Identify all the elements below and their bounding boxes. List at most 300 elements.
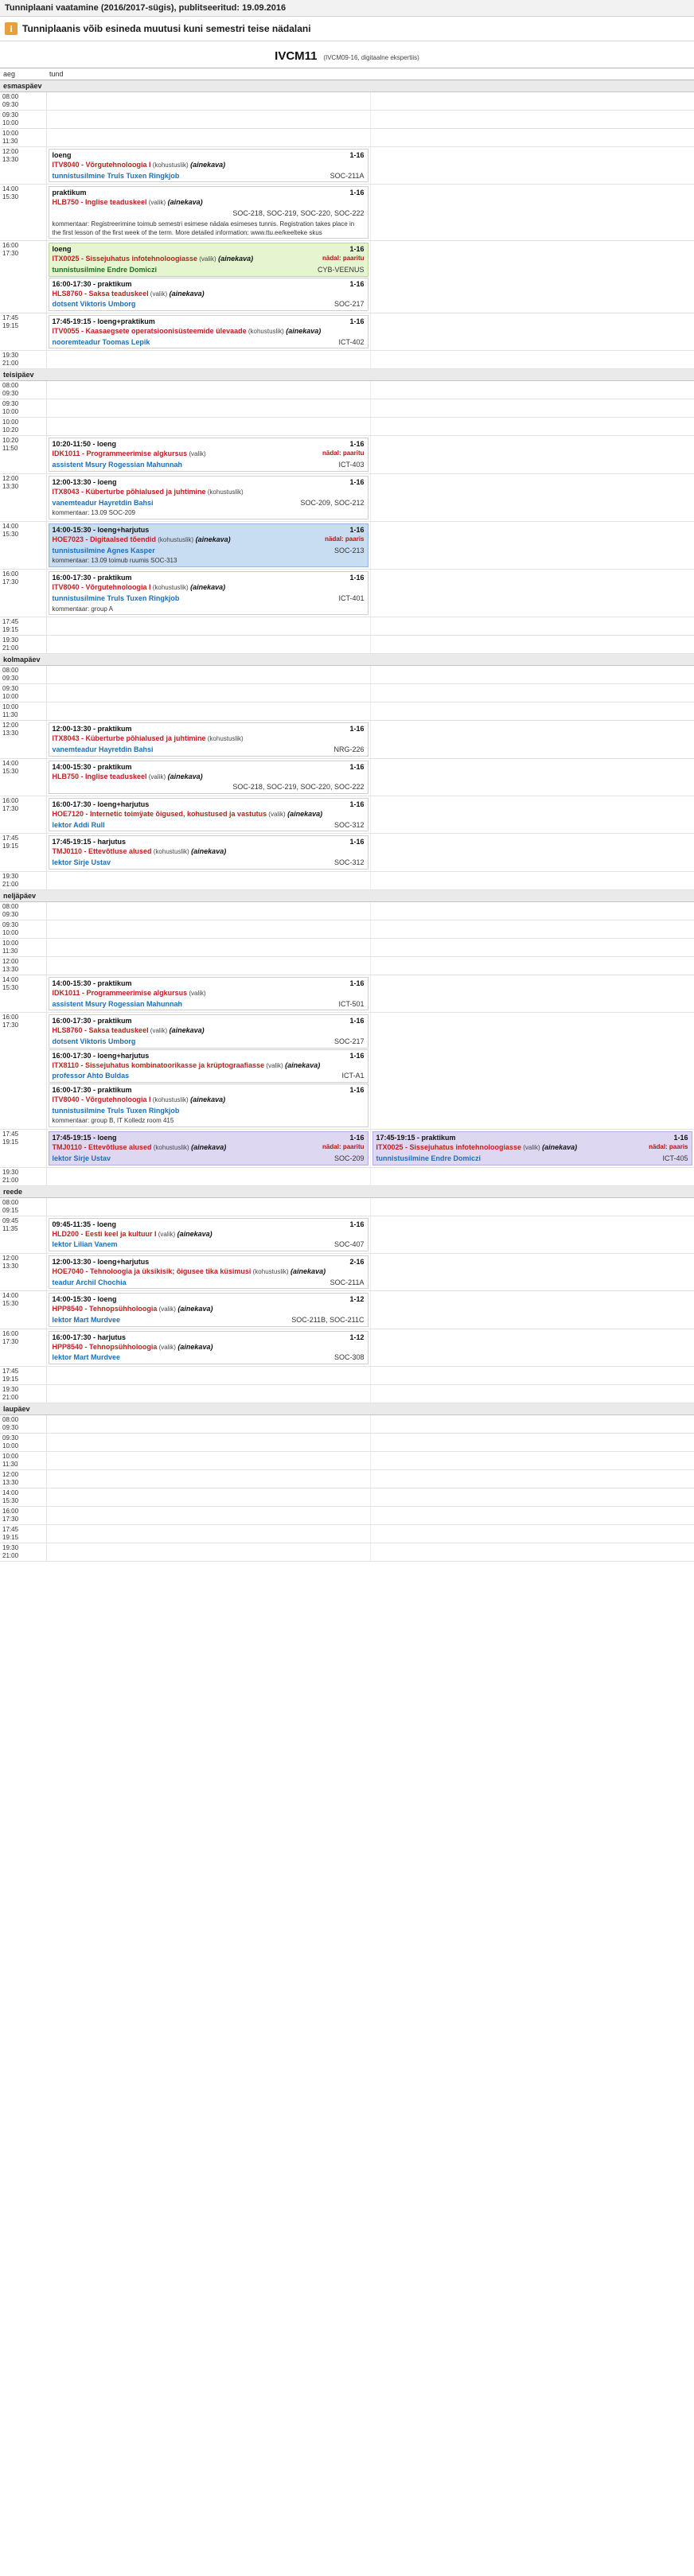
- event-week-parity: nädal: paaris: [649, 1143, 688, 1151]
- event-week-span: 1-16: [673, 1134, 688, 1142]
- event-course-type: (kohustuslik): [151, 1144, 189, 1152]
- slot-time: 08:00 09:30: [0, 666, 46, 684]
- event-week-span: 1-16: [349, 317, 365, 326]
- slot-cell: [46, 473, 370, 521]
- event-course-name[interactable]: HPP8540 - Tehnopsühholoogia (valik) (ainekava): [52, 1305, 213, 1313]
- event-course-name[interactable]: HLB750 - Inglise teaduskeel (valik) (ainekava): [52, 772, 203, 780]
- event-course-name[interactable]: HLS8760 - Saksa teaduskeel (valik) (ainekava): [52, 1026, 205, 1035]
- event-card[interactable]: [49, 761, 368, 794]
- day-name: reede: [0, 1185, 694, 1197]
- slot-cell: [46, 1216, 370, 1253]
- event-room[interactable]: SOC-407: [333, 1240, 365, 1249]
- event-course-name[interactable]: TMJ0110 - Ettevõtluse alused (kohustuslik) (ainekava): [52, 847, 227, 856]
- time-slot-row: [0, 418, 694, 436]
- event-comment: kommentaar: Registreerimine toimub semestri esimese nädala esimeses tunnis. Registration takes place in the first lesson of the first week of the term. More detailed information: www.ttu.ee/keelteke skus: [52, 220, 355, 236]
- event-teacher[interactable]: lektor Mart Murdvee: [52, 1353, 121, 1362]
- event-syllabus-link[interactable]: (ainekava): [283, 1060, 321, 1069]
- event-card[interactable]: [49, 1131, 368, 1165]
- event-teacher[interactable]: tunnistusilmine Truls Tuxen Ringkjob: [52, 171, 180, 180]
- event-card[interactable]: [49, 1293, 368, 1326]
- event-card[interactable]: [49, 571, 368, 615]
- event-room[interactable]: ICT-402: [338, 337, 365, 346]
- slot-time: 17:45 19:15: [0, 1525, 46, 1543]
- time-slot-row: [0, 901, 694, 920]
- time-slot-row: [0, 147, 694, 185]
- event-teacher-row: [49, 208, 368, 220]
- event-card[interactable]: [49, 835, 368, 869]
- slot-cell: [46, 920, 370, 938]
- event-card[interactable]: [49, 523, 368, 567]
- event-course-name[interactable]: HOE7120 - Internetic toimÿate õigused, kohustused ja vastutus (valik) (ainekava): [52, 810, 323, 819]
- event-teacher[interactable]: assistent Msury Rogessian Mahunnah: [52, 999, 183, 1008]
- empty-slot: [49, 1544, 368, 1555]
- event-header: [49, 723, 368, 733]
- event-course-type: (valik): [157, 1306, 176, 1313]
- slot-time: 16:00 17:30: [0, 796, 46, 834]
- slot-time: 10:00 11:30: [0, 1452, 46, 1470]
- event-room[interactable]: SOC-209, SOC-212: [300, 498, 365, 507]
- event-header: [49, 477, 368, 487]
- event-header: [49, 1050, 368, 1060]
- event-teacher-row: [49, 858, 368, 869]
- event-course-name[interactable]: ITV8040 - Võrgutehnoloogia I (kohustuslik) (ainekava): [52, 161, 226, 169]
- time-slot-row: [0, 399, 694, 418]
- event-course-name[interactable]: HPP8540 - Tehnopsühholoogia (valik) (ainekava): [52, 1342, 213, 1351]
- event-week-parity: nädal: paaritu: [322, 1143, 365, 1151]
- event-course-row: [49, 1060, 368, 1072]
- empty-slot: [372, 1014, 692, 1025]
- event-room[interactable]: SOC-217: [333, 300, 365, 309]
- event-course-type: (valik): [187, 989, 206, 997]
- event-room[interactable]: SOC-308: [333, 1353, 365, 1362]
- event-teacher-row: [49, 1278, 368, 1289]
- event-syllabus-link[interactable]: (ainekava): [540, 1143, 578, 1152]
- event-time-type: 17:45-19:15 - loeng+praktikum: [52, 317, 155, 326]
- slot-cell-secondary: [370, 1167, 694, 1185]
- event-week-span: 1-12: [349, 1333, 365, 1341]
- event-course-type: (valik): [264, 1061, 283, 1069]
- empty-slot: [49, 921, 368, 932]
- event-syllabus-link[interactable]: (ainekava): [189, 847, 227, 856]
- event-course-row: [49, 449, 368, 460]
- event-syllabus-link[interactable]: (ainekava): [188, 1095, 226, 1103]
- event-course-row: [49, 487, 368, 498]
- time-slot-row: [0, 313, 694, 351]
- time-slot-row: [0, 721, 694, 758]
- empty-slot: [49, 1526, 368, 1537]
- event-teacher[interactable]: vanemteadur Hayretdin Bahsi: [52, 498, 154, 507]
- event-time-type: 12:00-13:30 - loeng+harjutus: [52, 1257, 150, 1266]
- event-teacher-row: [49, 337, 368, 348]
- event-course-name[interactable]: HLB750 - Inglise teaduskeel (valik) (ainekava): [52, 198, 203, 207]
- slot-cell: [46, 684, 370, 702]
- slot-cell: [46, 111, 370, 129]
- slot-time: 12:00 13:30: [0, 473, 46, 521]
- event-course-row: [49, 582, 368, 593]
- slot-time: 08:00 09:30: [0, 1415, 46, 1434]
- slot-cell-secondary: [370, 1525, 694, 1543]
- slot-cell: [46, 1291, 370, 1329]
- event-teacher[interactable]: lektor Addi Rull: [52, 820, 105, 829]
- event-comment: kommentaar: 13.09 SOC-209: [52, 509, 135, 517]
- slot-time: 14:00 15:30: [0, 522, 46, 570]
- empty-slot: [372, 400, 692, 411]
- event-syllabus-link[interactable]: (ainekava): [175, 1229, 212, 1238]
- day-name: teisipäev: [0, 369, 694, 381]
- event-week-span: 1-16: [349, 477, 365, 486]
- event-time-type: 14:00-15:30 - praktikum: [52, 979, 132, 987]
- event-card[interactable]: [49, 722, 368, 756]
- event-course-name[interactable]: ITV0055 - Kaasaegsete operatsioonisüsteemide ülevaade (kohustuslik) (ainekava): [52, 327, 322, 336]
- empty-slot: [372, 352, 692, 363]
- event-course-name[interactable]: HOE7023 - Digitaalsed tõendid (kohustuslik) (ainekava): [52, 535, 231, 544]
- empty-slot: [49, 636, 368, 648]
- event-syllabus-link[interactable]: (ainekava): [285, 810, 323, 819]
- event-room[interactable]: SOC-213: [333, 546, 365, 555]
- event-card[interactable]: [49, 1049, 368, 1083]
- event-course-name[interactable]: HLD200 - Eesti keel ja kultuur I (valik) (ainekava): [52, 1229, 212, 1238]
- event-syllabus-link[interactable]: (ainekava): [216, 255, 254, 263]
- event-room[interactable]: SOC-211A: [329, 1278, 365, 1286]
- event-teacher-row: [49, 1352, 368, 1364]
- time-slot-row: [0, 436, 694, 473]
- event-course-name[interactable]: HOE7040 - Tehnoloogia ja üksikisik; õigusee tika küsimusi (kohustuslik) (ainekava): [52, 1267, 326, 1275]
- header-time: aeg: [0, 68, 46, 80]
- event-week-span: 1-16: [349, 800, 365, 809]
- slot-cell-secondary: [370, 1197, 694, 1216]
- time-slot-row: [0, 796, 694, 834]
- time-slot-row: [0, 938, 694, 956]
- event-time-type: 09:45-11:35 - loeng: [52, 1220, 117, 1228]
- event-course-name[interactable]: ITX8043 - Küberturbe põhialused ja juhtimine (kohustuslik): [52, 487, 244, 496]
- slot-cell: [46, 522, 370, 570]
- event-card[interactable]: [49, 243, 368, 276]
- slot-cell: [46, 436, 370, 473]
- event-teacher[interactable]: teadur Archil Chochia: [52, 1278, 127, 1286]
- event-time-type: 16:00-17:30 - praktikum: [52, 574, 132, 582]
- event-card[interactable]: [49, 278, 368, 311]
- event-room[interactable]: SOC-218, SOC-219, SOC-220, SOC-222: [232, 783, 365, 792]
- slot-cell-secondary: [370, 436, 694, 473]
- empty-slot: [372, 685, 692, 696]
- day-header-row: [0, 369, 694, 381]
- event-teacher[interactable]: lektor Sirje Ustav: [52, 858, 111, 867]
- event-card[interactable]: [49, 798, 368, 831]
- slot-time: 12:00 13:30: [0, 1253, 46, 1290]
- empty-slot: [49, 903, 368, 914]
- event-teacher[interactable]: vanemteadur Hayretdin Bahsi: [52, 745, 154, 754]
- event-syllabus-link[interactable]: (ainekava): [188, 583, 226, 592]
- event-teacher-row: [49, 498, 368, 509]
- event-syllabus-link[interactable]: (ainekava): [189, 1143, 227, 1152]
- empty-slot: [372, 940, 692, 951]
- event-room[interactable]: ICT-403: [338, 461, 365, 469]
- event-header: [49, 836, 368, 846]
- event-room[interactable]: ICT-401: [338, 593, 365, 602]
- event-teacher-row: [49, 1239, 368, 1251]
- event-teacher[interactable]: assistent Msury Rogessian Mahunnah: [52, 461, 183, 469]
- slot-cell-secondary: [370, 570, 694, 617]
- slot-time: 09:45 11:35: [0, 1216, 46, 1253]
- event-course-row: [49, 289, 368, 300]
- event-course-type: (kohustuslik): [156, 536, 194, 544]
- event-course-name[interactable]: ITX0025 - Sissejuhatus infotehnoloogiasse (valik) (ainekava): [376, 1143, 578, 1152]
- event-header: [49, 150, 368, 160]
- event-course-type: (valik): [521, 1144, 540, 1152]
- empty-slot: [372, 314, 692, 325]
- event-course-name[interactable]: ITX0025 - Sissejuhatus infotehnoloogiasse (valik) (ainekava): [52, 255, 254, 263]
- slot-cell-secondary: [370, 1367, 694, 1385]
- time-slot-row: [0, 1253, 694, 1290]
- event-course-row: [49, 1142, 368, 1154]
- slot-cell-secondary: [370, 938, 694, 956]
- event-syllabus-link[interactable]: (ainekava): [167, 1026, 205, 1035]
- event-time-type: 12:00-13:30 - loeng: [52, 477, 117, 486]
- event-teacher[interactable]: dotsent Viktoris Umborg: [52, 300, 136, 309]
- event-card[interactable]: [49, 149, 368, 182]
- event-week-parity: nädal: paaritu: [322, 449, 365, 457]
- slot-cell: [46, 617, 370, 636]
- event-room[interactable]: NRG-226: [333, 745, 365, 754]
- event-syllabus-link[interactable]: (ainekava): [288, 1267, 326, 1275]
- event-teacher[interactable]: dotsent Viktoris Umborg: [52, 1037, 136, 1045]
- event-course-name[interactable]: TMJ0110 - Ettevõtluse alused (kohustuslik) (ainekava): [52, 1143, 227, 1152]
- event-syllabus-link[interactable]: (ainekava): [175, 1342, 213, 1351]
- event-course-type: (kohustuslik): [246, 328, 284, 336]
- time-slot-row: [0, 871, 694, 889]
- notice-text: Tunniplaanis võib esineda muutusi kuni semestri teise nädalani: [22, 23, 311, 34]
- time-slot-row: [0, 1367, 694, 1385]
- event-syllabus-link[interactable]: (ainekava): [167, 289, 205, 298]
- event-header: [49, 1015, 368, 1025]
- slot-time: 14:00 15:30: [0, 185, 46, 241]
- event-teacher[interactable]: tunnistusilmine Endre Domiczi: [52, 266, 158, 274]
- event-course-type: (kohustuslik): [251, 1267, 289, 1275]
- event-syllabus-link[interactable]: (ainekava): [166, 198, 203, 207]
- slot-cell-secondary: [370, 920, 694, 938]
- event-teacher-row: [373, 1154, 692, 1165]
- slot-time: 09:30 10:00: [0, 111, 46, 129]
- event-week-span: 1-16: [349, 1085, 365, 1094]
- event-card[interactable]: [49, 1014, 368, 1048]
- slot-time: 16:00 17:30: [0, 1329, 46, 1366]
- event-header: [49, 438, 368, 449]
- event-card[interactable]: [49, 186, 368, 239]
- event-syllabus-link[interactable]: (ainekava): [193, 535, 231, 544]
- event-header: [49, 978, 368, 988]
- event-syllabus-link[interactable]: (ainekava): [175, 1305, 213, 1313]
- time-slot-row: [0, 758, 694, 796]
- event-teacher[interactable]: nooremteadur Toomas Lepik: [52, 337, 150, 346]
- event-course-row: [49, 1267, 368, 1278]
- empty-slot: [49, 352, 368, 363]
- event-week-span: 1-16: [349, 1051, 365, 1060]
- event-course-name[interactable]: ITX8110 - Sissejuhatus kombinatoorikasse ja krüptograafiasse (valik) (ainekava): [52, 1060, 321, 1069]
- empty-slot: [372, 636, 692, 648]
- day-header-row: [0, 889, 694, 901]
- empty-slot: [372, 1508, 692, 1519]
- event-week-span: 1-16: [349, 574, 365, 582]
- event-header: [49, 572, 368, 582]
- slot-time: 16:00 17:30: [0, 241, 46, 313]
- empty-slot: [372, 111, 692, 123]
- slot-cell-secondary: [370, 1253, 694, 1290]
- empty-slot: [372, 1544, 692, 1555]
- event-time-type: 14:00-15:30 - loeng: [52, 1295, 117, 1304]
- event-syllabus-link[interactable]: (ainekava): [283, 327, 322, 336]
- slot-time: 16:00 17:30: [0, 1013, 46, 1130]
- event-room[interactable]: SOC-217: [333, 1037, 365, 1045]
- empty-slot: [49, 1368, 368, 1379]
- time-slot-row: [0, 684, 694, 702]
- event-week-parity: nädal: paaritu: [322, 255, 365, 263]
- event-teacher-row: [49, 1071, 368, 1082]
- empty-slot: [49, 958, 368, 969]
- event-week-parity: nädal: paaris: [325, 535, 365, 543]
- group-subtitle: (IVCM09-16, digitaalne ekspertiis): [323, 54, 419, 61]
- event-card[interactable]: [49, 977, 368, 1010]
- empty-slot: [49, 1386, 368, 1397]
- event-card[interactable]: [49, 1255, 368, 1289]
- event-course-type: (kohustuslik): [150, 161, 189, 169]
- event-course-type: (valik): [156, 1230, 176, 1238]
- slot-cell: [46, 796, 370, 834]
- event-room[interactable]: ICT-A1: [341, 1072, 365, 1080]
- event-card[interactable]: [49, 438, 368, 471]
- event-course-name[interactable]: ITV8040 - Võrgutehnoloogia I (kohustuslik) (ainekava): [52, 1095, 226, 1103]
- event-syllabus-link[interactable]: (ainekava): [188, 161, 226, 169]
- empty-slot: [49, 1508, 368, 1519]
- time-slot-row: [0, 1543, 694, 1562]
- time-slot-row: [0, 1197, 694, 1216]
- event-room[interactable]: SOC-211B, SOC-211C: [291, 1315, 365, 1324]
- day-name: laupäev: [0, 1403, 694, 1415]
- event-teacher-row: [49, 1315, 368, 1326]
- slot-cell: [46, 381, 370, 399]
- event-teacher[interactable]: tunnistusilmine Endre Domiczi: [376, 1154, 482, 1162]
- empty-slot: [49, 667, 368, 678]
- event-course-type: (valik): [197, 255, 216, 263]
- event-course-row: [49, 535, 368, 546]
- time-slot-row: [0, 1130, 694, 1167]
- event-room[interactable]: CYB-VEENUS: [317, 266, 365, 274]
- event-teacher[interactable]: lektor Mart Murdvee: [52, 1315, 121, 1324]
- event-room[interactable]: ICT-405: [662, 1154, 688, 1162]
- event-teacher[interactable]: lektor Sirje Ustav: [52, 1154, 111, 1162]
- time-slot-row: [0, 834, 694, 871]
- empty-slot: [372, 976, 692, 987]
- event-course-name[interactable]: IDK1011 - Programmeerimise algkursus (valik): [52, 449, 206, 458]
- event-time-type: 14:00-15:30 - loeng+harjutus: [52, 526, 150, 535]
- event-teacher[interactable]: tunnistusilmine Truls Tuxen Ringkjob: [52, 593, 180, 602]
- event-card[interactable]: [49, 1331, 368, 1364]
- event-room[interactable]: SOC-312: [333, 820, 365, 829]
- event-header: [49, 278, 368, 289]
- event-teacher-row: [49, 1106, 368, 1117]
- slot-cell: [46, 129, 370, 147]
- empty-slot: [372, 570, 692, 582]
- event-week-span: 1-16: [349, 725, 365, 733]
- time-slot-row: [0, 522, 694, 570]
- slot-cell: [46, 636, 370, 654]
- event-room[interactable]: SOC-209: [333, 1154, 365, 1162]
- empty-slot: [372, 722, 692, 733]
- slot-cell-secondary: [370, 901, 694, 920]
- slot-cell-secondary: [370, 185, 694, 241]
- time-slot-row: [0, 1470, 694, 1488]
- event-teacher[interactable]: tunnistusilmine Truls Tuxen Ringkjob: [52, 1106, 180, 1115]
- event-teacher[interactable]: lektor Lilian Vanem: [52, 1240, 118, 1249]
- event-room[interactable]: SOC-312: [333, 858, 365, 867]
- event-syllabus-link[interactable]: (ainekava): [166, 772, 203, 780]
- slot-time: 16:00 17:30: [0, 570, 46, 617]
- event-time-type: 16:00-17:30 - harjutus: [52, 1333, 127, 1341]
- event-card[interactable]: [49, 476, 368, 519]
- event-room[interactable]: SOC-211A: [329, 171, 365, 180]
- event-room[interactable]: ICT-501: [338, 999, 365, 1008]
- event-header: [49, 761, 368, 772]
- event-teacher-row: [49, 1154, 368, 1165]
- empty-slot: [372, 382, 692, 393]
- time-slot-row: [0, 92, 694, 111]
- event-course-name[interactable]: IDK1011 - Programmeerimise algkursus (valik): [52, 988, 206, 997]
- event-course-name[interactable]: ITX8043 - Küberturbe põhialused ja juhtimine (kohustuslik): [52, 734, 244, 743]
- empty-slot: [372, 958, 692, 969]
- time-slot-row: [0, 381, 694, 399]
- event-teacher[interactable]: tunnistusilmine Agnes Kasper: [52, 546, 155, 555]
- time-slot-row: [0, 129, 694, 147]
- slot-time: 19:30 21:00: [0, 1543, 46, 1562]
- event-time-type: 16:00-17:30 - praktikum: [52, 1017, 132, 1025]
- event-course-type: (valik): [148, 290, 168, 298]
- event-comment: kommentaar: 13.09 toimub ruumis SOC-313: [52, 557, 177, 565]
- event-course-type: (valik): [267, 811, 286, 819]
- event-course-type: (valik): [157, 1343, 176, 1351]
- event-course-name[interactable]: HLS8760 - Saksa teaduskeel (valik) (ainekava): [52, 289, 205, 298]
- time-slot-row: [0, 241, 694, 313]
- event-course-name[interactable]: ITV8040 - Võrgutehnoloogia I (kohustuslik) (ainekava): [52, 583, 226, 592]
- empty-slot: [372, 921, 692, 932]
- empty-slot: [372, 760, 692, 771]
- slot-cell-secondary: [370, 1130, 694, 1167]
- event-card[interactable]: [49, 315, 368, 348]
- event-week-span: 1-16: [349, 189, 365, 197]
- slot-time: 17:45 19:15: [0, 617, 46, 636]
- event-teacher[interactable]: professor Ahto Buldas: [52, 1072, 130, 1080]
- time-slot-row: [0, 636, 694, 654]
- event-card[interactable]: [372, 1131, 692, 1165]
- table-header-row: [0, 68, 694, 80]
- event-room[interactable]: SOC-218, SOC-219, SOC-220, SOC-222: [232, 209, 365, 218]
- empty-slot: [372, 835, 692, 846]
- event-course-type: (kohustuslik): [205, 488, 244, 496]
- empty-slot: [49, 93, 368, 104]
- slot-cell-secondary: [370, 1013, 694, 1130]
- slot-time: 08:00 09:30: [0, 92, 46, 111]
- day-name: neljäpäev: [0, 889, 694, 901]
- event-card[interactable]: [49, 1218, 368, 1251]
- empty-slot: [372, 1330, 692, 1341]
- slot-cell: [46, 418, 370, 436]
- time-slot-row: [0, 1452, 694, 1470]
- slot-cell: [46, 1525, 370, 1543]
- event-header: [49, 316, 368, 326]
- slot-cell: [46, 185, 370, 241]
- event-teacher-row: [49, 171, 368, 182]
- event-card[interactable]: [49, 1084, 368, 1127]
- empty-slot: [372, 618, 692, 629]
- event-comment: kommentaar: group A: [52, 605, 113, 613]
